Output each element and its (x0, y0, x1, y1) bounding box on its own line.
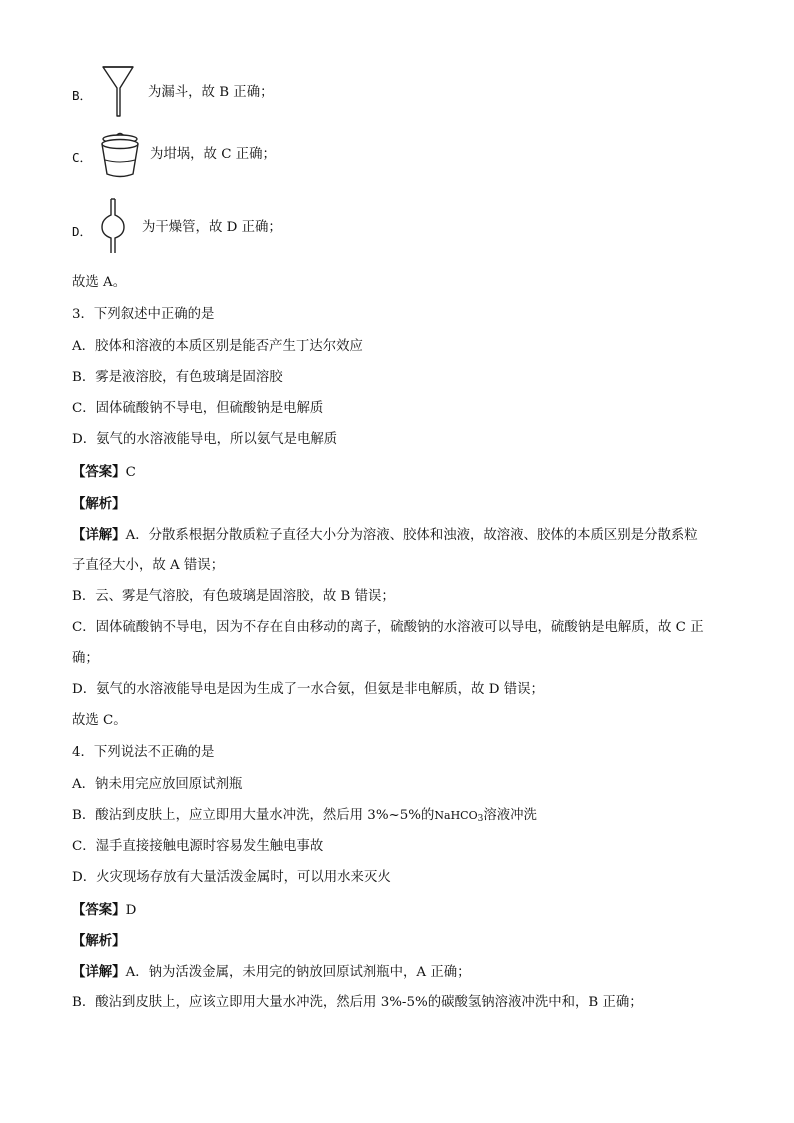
q3-stem: 3．下列叙述中正确的是 (72, 307, 215, 322)
q4-option-a: A．钠未用完应放回原试剂瓶 (72, 777, 243, 792)
q3-detail-line: B．云、雾是气溶胶，有色玻璃是固溶胶，故 B 错误； (72, 589, 395, 604)
funnel-icon (100, 64, 136, 120)
q3-option-c: C．固体硫酸钠不导电，但硫酸钠是电解质 (72, 401, 324, 416)
option-letter: D． (72, 224, 93, 239)
crucible-icon (98, 130, 142, 180)
q3-detail-line: 确； (72, 651, 99, 666)
option-letter: B． (72, 88, 93, 103)
answer-value: C (125, 465, 136, 480)
answer-tag: 【答案】 (72, 902, 126, 918)
q4-option-d: D．火灾现场存放有大量活泼金属时，可以用水来灭火 (72, 870, 391, 885)
q3-detail-line: 子直径大小，故 A 错误； (72, 558, 225, 573)
q4-detail-line (72, 962, 471, 983)
option-text: 为坩埚，故 C 正确； (150, 147, 276, 162)
q3-detail-line: C．固体硫酸钠不导电，因为不存在自由移动的离子，硫酸钠的水溶液可以导电，硫酸钠是电解质，故 C 正 (72, 620, 704, 635)
q3-option-a: A．胶体和溶液的本质区别是能否产生丁达尔效应 (72, 339, 363, 354)
option-b-text: B．酸沾到皮肤上，应立即用大量水冲洗，然后用 3%~5%的 (72, 808, 435, 823)
q3-option-d: D．氨气的水溶液能导电，所以氨气是电解质 (72, 432, 338, 447)
q4-analysis-tag: 【解析】 (72, 933, 126, 949)
q3-detail-line: D．氨气的水溶液能导电是因为生成了一水合氨，但氨是非电解质，故 D 错误； (72, 682, 544, 697)
q4-option-c: C．湿手直接接触电源时容易发生触电事故 (72, 839, 324, 854)
option-letter: C． (72, 150, 93, 165)
q4-stem: 4．下列说法不正确的是 (72, 745, 215, 760)
option-text: 为漏斗，故 B 正确； (148, 85, 274, 100)
detail-tag: 【详解】 (72, 964, 126, 980)
formula-subscript: 3 (477, 814, 484, 824)
answer-tag: 【答案】 (72, 464, 126, 480)
q3-analysis-tag: 【解析】 (72, 496, 126, 512)
answer-value: D (125, 903, 137, 918)
q4-detail-line: B．酸沾到皮肤上，应该立即用大量水冲洗，然后用 3%-5%的碳酸氢钠溶液冲洗中和，B 正确； (72, 995, 643, 1010)
option-text: 为干燥管，故 D 正确； (142, 220, 282, 235)
drying-tube-icon (98, 197, 128, 255)
option-b-text-end: 溶液冲洗 (483, 808, 537, 823)
q4-option-b (72, 806, 537, 829)
q2-conclusion: 故选 A。 (72, 275, 127, 290)
q3-option-b: B．雾是液溶胶，有色玻璃是固溶胶 (72, 370, 283, 385)
formula: NaHCO (434, 809, 478, 822)
q4-answer (72, 900, 136, 921)
q3-conclusion: 故选 C。 (72, 713, 127, 728)
q3-answer (72, 462, 136, 483)
detail-text: A．分散系根据分散质粒子直径大小分为溶液、胶体和浊液，故溶液、胶体的本质区别是分散系粒 (125, 528, 698, 543)
detail-tag: 【详解】 (72, 527, 126, 543)
detail-text: A．钠为活泼金属，未用完的钠放回原试剂瓶中，A 正确； (125, 965, 471, 980)
q3-detail-line (72, 525, 698, 546)
